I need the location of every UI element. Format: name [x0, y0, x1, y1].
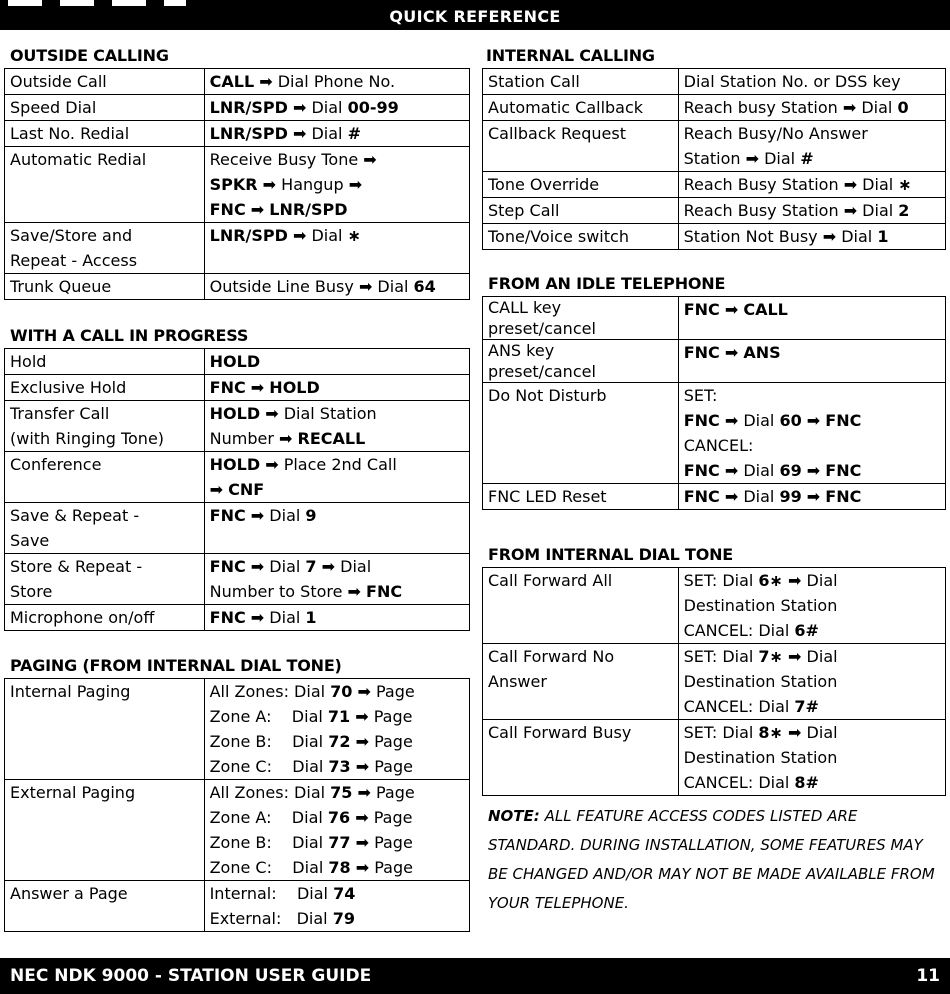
header-decor-block	[60, 0, 94, 6]
table-row	[5, 554, 470, 605]
action-cell: HOLD ➡ Dial Station Number ➡ RECALL	[204, 401, 469, 452]
table-row	[5, 503, 470, 554]
action-cell: All Zones: Dial 70 ➡ Page Zone A: Dial 71 ➡ Page Zone B: Dial 72 ➡ Page Zone C: Dial 73 ➡ Page	[204, 679, 469, 780]
action-cell: FNC ➡ Dial 9	[204, 503, 469, 554]
table-row	[5, 401, 470, 452]
action-cell: Dial Station No. or DSS key	[678, 69, 945, 95]
header-bar	[0, 0, 950, 30]
feature-cell: Step Call	[483, 198, 679, 224]
feature-cell: Tone/Voice switch	[483, 224, 679, 250]
feature-cell: Save/Store and Repeat - Access	[5, 223, 205, 274]
feature-cell: Hold	[5, 349, 205, 375]
action-cell: Reach Busy Station ➡ Dial 2	[678, 198, 945, 224]
feature-cell: Microphone on/off	[5, 605, 205, 631]
table-call-in-progress	[4, 348, 470, 631]
table-outside-calling	[4, 68, 470, 300]
table-row	[483, 720, 946, 796]
action-cell: HOLD ➡ Place 2nd Call ➡ CNF	[204, 452, 469, 503]
section-title-outside-calling: OUTSIDE CALLING	[10, 46, 169, 65]
table-row	[483, 198, 946, 224]
note-body: ALL FEATURE ACCESS CODES LISTED ARE STANDARD. DURING INSTALLATION, SOME FEATURES MAY BE CHANGED AND/OR MAY NOT BE MADE AVAILABLE FROM YOUR TELEPHONE.	[488, 807, 935, 912]
section-title-paging: PAGING (FROM INTERNAL DIAL TONE)	[10, 656, 342, 675]
action-cell: LNR/SPD ➡ Dial #	[204, 121, 469, 147]
table-row	[5, 223, 470, 274]
table-row	[483, 95, 946, 121]
feature-cell: External Paging	[5, 780, 205, 881]
feature-cell: Call Forward All	[483, 568, 679, 644]
table-row	[483, 644, 946, 720]
action-cell: Reach busy Station ➡ Dial 0	[678, 95, 945, 121]
action-cell: LNR/SPD ➡ Dial ∗	[204, 223, 469, 274]
table-row	[483, 340, 946, 383]
feature-cell: Last No. Redial	[5, 121, 205, 147]
table-row	[5, 274, 470, 300]
footer-guide-title: NEC NDK 9000 - STATION USER GUIDE	[10, 966, 372, 986]
table-row	[483, 224, 946, 250]
action-cell: SET: Dial 7∗ ➡ Dial Destination Station CANCEL: Dial 7#	[678, 644, 945, 720]
table-row	[483, 383, 946, 484]
table-row	[5, 881, 470, 932]
feature-cell: Call Forward No Answer	[483, 644, 679, 720]
action-cell: Receive Busy Tone ➡ SPKR ➡ Hangup ➡ FNC ➡ LNR/SPD	[204, 147, 469, 223]
feature-cell: Store & Repeat - Store	[5, 554, 205, 605]
header-decor-block	[112, 0, 146, 6]
table-row	[5, 147, 470, 223]
section-title-call-in-progress: WITH A CALL IN PROGRESS	[10, 326, 249, 345]
feature-cell: Callback Request	[483, 121, 679, 172]
action-cell: Station Not Busy ➡ Dial 1	[678, 224, 945, 250]
feature-cell: ANS key preset/cancel	[483, 340, 679, 383]
table-idle-telephone	[482, 296, 946, 510]
feature-cell: Answer a Page	[5, 881, 205, 932]
table-internal-calling	[482, 68, 946, 250]
action-cell: HOLD	[204, 349, 469, 375]
footer-bar	[0, 958, 950, 994]
feature-cell: Transfer Call (with Ringing Tone)	[5, 401, 205, 452]
note-label: NOTE:	[488, 807, 540, 825]
action-cell: LNR/SPD ➡ Dial 00-99	[204, 95, 469, 121]
table-row	[483, 69, 946, 95]
feature-cell: Outside Call	[5, 69, 205, 95]
feature-cell: FNC LED Reset	[483, 484, 679, 510]
table-paging	[4, 678, 470, 932]
action-cell: FNC ➡ Dial 99 ➡ FNC	[678, 484, 945, 510]
action-cell: FNC ➡ HOLD	[204, 375, 469, 401]
table-row	[5, 95, 470, 121]
action-cell: All Zones: Dial 75 ➡ Page Zone A: Dial 76 ➡ Page Zone B: Dial 77 ➡ Page Zone C: Dial 78 ➡ Page	[204, 780, 469, 881]
table-internal-dial-tone	[482, 567, 946, 796]
table-row	[483, 297, 946, 340]
section-title-internal-calling: INTERNAL CALLING	[486, 46, 655, 65]
action-cell: FNC ➡ Dial 1	[204, 605, 469, 631]
header-decor-block	[164, 0, 186, 6]
action-cell: FNC ➡ ANS	[678, 340, 945, 383]
table-row	[5, 780, 470, 881]
action-cell: Outside Line Busy ➡ Dial 64	[204, 274, 469, 300]
action-cell: Reach Busy/No Answer Station ➡ Dial #	[678, 121, 945, 172]
table-row	[5, 679, 470, 780]
action-cell: FNC ➡ CALL	[678, 297, 945, 340]
table-row	[5, 349, 470, 375]
feature-cell: Automatic Redial	[5, 147, 205, 223]
feature-cell: Automatic Callback	[483, 95, 679, 121]
feature-cell: Save & Repeat - Save	[5, 503, 205, 554]
action-cell: Reach Busy Station ➡ Dial ∗	[678, 172, 945, 198]
feature-cell: Trunk Queue	[5, 274, 205, 300]
feature-cell: CALL key preset/cancel	[483, 297, 679, 340]
feature-cell: Internal Paging	[5, 679, 205, 780]
feature-cell: Conference	[5, 452, 205, 503]
action-cell: FNC ➡ Dial 7 ➡ Dial Number to Store ➡ FNC	[204, 554, 469, 605]
table-row	[483, 172, 946, 198]
feature-cell: Exclusive Hold	[5, 375, 205, 401]
table-row	[483, 568, 946, 644]
feature-cell: Station Call	[483, 69, 679, 95]
action-cell: SET: FNC ➡ Dial 60 ➡ FNC CANCEL: FNC ➡ Dial 69 ➡ FNC	[678, 383, 945, 484]
table-row	[483, 484, 946, 510]
feature-cell: Do Not Disturb	[483, 383, 679, 484]
action-cell: CALL ➡ Dial Phone No.	[204, 69, 469, 95]
action-cell: SET: Dial 6∗ ➡ Dial Destination Station CANCEL: Dial 6#	[678, 568, 945, 644]
table-row	[483, 121, 946, 172]
table-row	[5, 605, 470, 631]
feature-cell: Call Forward Busy	[483, 720, 679, 796]
page-number: 11	[916, 966, 940, 986]
page-header-title: QUICK REFERENCE	[389, 7, 561, 26]
feature-cell: Tone Override	[483, 172, 679, 198]
action-cell: Internal: Dial 74 External: Dial 79	[204, 881, 469, 932]
table-row	[5, 452, 470, 503]
table-row	[5, 121, 470, 147]
table-row	[5, 69, 470, 95]
header-decor-block	[8, 0, 42, 6]
section-title-idle-telephone: FROM AN IDLE TELEPHONE	[488, 274, 726, 293]
action-cell: SET: Dial 8∗ ➡ Dial Destination Station CANCEL: Dial 8#	[678, 720, 945, 796]
feature-cell: Speed Dial	[5, 95, 205, 121]
note-text	[488, 802, 938, 918]
table-row	[5, 375, 470, 401]
section-title-internal-dial-tone: FROM INTERNAL DIAL TONE	[488, 545, 734, 564]
